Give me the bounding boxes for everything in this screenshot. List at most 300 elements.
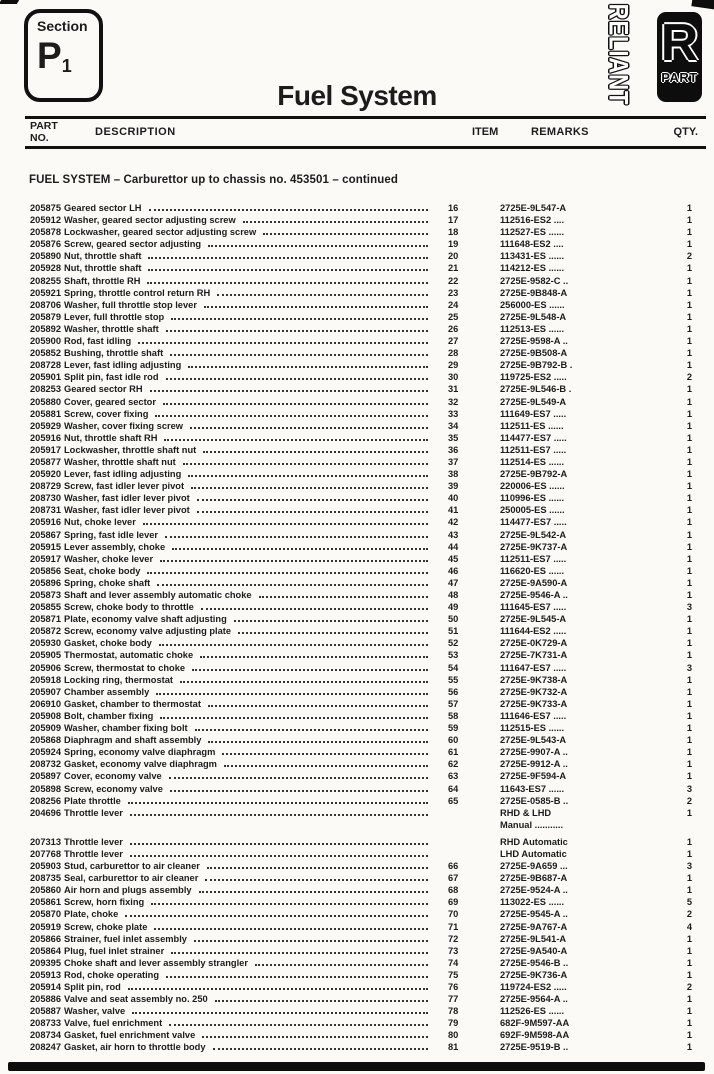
part-number: 205901 [30,372,62,383]
table-header [0,120,714,146]
dot-leader [156,693,428,695]
part-number: 205870 [30,909,62,920]
item-number: 71 [448,921,459,932]
remarks-text: 112513-ES ...... [500,323,565,334]
part-number: 205897 [30,771,62,782]
description-cell [64,897,438,907]
reliant-parts-badge [657,12,702,102]
column-header-qty: QTY. [673,126,698,138]
table-row [0,711,714,723]
part-number: 205896 [30,577,62,588]
part-number: 205908 [30,710,62,721]
table-row [0,445,714,457]
description-text: Screw, choke body to throttle [64,602,194,613]
dot-leader [243,221,428,223]
part-number: 207768 [30,848,62,859]
table-row [0,481,714,493]
qty-value: 1 [686,384,692,395]
part-number: 205886 [30,994,62,1005]
table-row [0,239,714,251]
part-number: 205892 [30,323,62,334]
page-title: Fuel System [277,80,437,111]
item-number: 48 [448,590,459,600]
description-text: Washer, throttle shaft nut [64,456,176,467]
remarks-text: 112511-ES7 ..... [500,553,567,564]
description-text: Valve and seat assembly no. 250 [64,994,208,1005]
item-number: 23 [448,287,459,298]
remarks-text: 2725E-9907-A .. [500,747,568,758]
table-row [0,934,714,946]
qty-value: 1 [686,1042,692,1053]
qty-value: 1 [686,933,692,944]
qty-value: 1 [686,203,692,213]
remarks-text: 2725E-9L545-A [500,614,567,625]
item-number: 26 [448,323,459,334]
qty-value: 3 [686,783,692,794]
qty-value: 1 [686,945,692,956]
remarks-text: 2725E-9L547-A [500,203,567,213]
description-text: Lever, full throttle stop [64,311,165,322]
table-row [0,970,714,982]
item-number: 66 [448,861,459,872]
description-text: Thermostat, automatic choke [64,650,194,661]
table-row [0,808,714,820]
dot-leader [128,988,428,990]
dot-leader [155,415,428,417]
table-row [0,263,714,275]
description-text: Spring, fast idle lever [64,529,159,540]
scan-artifact-top-left [0,0,19,4]
table-row [0,747,714,759]
description-cell [64,614,438,624]
item-number: 81 [448,1042,459,1053]
remarks-text: 112514-ES ...... [500,456,565,467]
remarks-text: 2725E-9L543-A [500,735,567,746]
table-row [0,288,714,300]
table-row [0,626,714,638]
part-number: 205876 [30,239,62,250]
dot-leader [128,802,428,804]
bottom-rule-bar [8,1062,705,1071]
description-text: Washer, chamber fixing bolt [64,723,188,734]
description-text: Rod, fast idling [64,336,132,347]
description-cell [64,554,438,564]
table-row [0,784,714,796]
description-cell [64,1030,438,1040]
description-text: Washer, cover fixing screw [64,420,184,431]
qty-value: 1 [686,626,692,637]
dot-leader [217,294,428,296]
remarks-text: 114477-ES7 ..... [500,517,567,528]
description-cell [64,958,438,968]
remarks-text: 2725E-9B792-A [500,469,568,480]
remarks-text: 119725-ES2 ..... [500,372,567,383]
description-cell [64,796,438,806]
description-text: Shaft, throttle RH [64,275,141,286]
dot-leader [163,403,428,405]
item-number: 37 [448,456,459,467]
dot-leader [183,463,428,465]
qty-value: 1 [686,360,692,371]
item-number: 64 [448,783,459,794]
dot-leader [165,536,428,538]
dot-leader [172,548,428,550]
qty-value: 1 [686,263,692,274]
qty-value: 1 [686,698,692,709]
description-cell [64,530,438,540]
table-row [0,1006,714,1018]
dot-leader [149,209,428,211]
item-number: 31 [448,384,459,395]
table-row [0,922,714,934]
item-number: 56 [448,686,459,697]
item-number: 46 [448,565,459,576]
dot-leader [259,596,428,598]
remarks-text: 2725E-9B687-A [500,873,568,884]
description-text: Screw, economy valve [64,783,163,794]
description-cell [64,934,438,944]
table-row [0,638,714,650]
remarks-text: 2725E-9A540-A [500,945,568,956]
description-cell [64,409,438,419]
description-text: Air horn and plugs assembly [64,885,192,896]
qty-value: 1 [686,747,692,758]
table-row [0,276,714,288]
description-text: Seal, carburettor to air cleaner [64,873,199,884]
table-row [0,300,714,312]
dot-leader [148,257,428,259]
remarks-text: 2725E-9L549-A [500,396,567,407]
description-cell [64,946,438,956]
qty-value: 5 [686,897,692,908]
qty-value: 1 [686,505,692,516]
qty-value: 1 [686,735,692,746]
part-number: 205872 [30,626,62,637]
remarks-text: 111648-ES2 .... [500,239,564,250]
remarks-text: 2725E-9L548-A [500,311,567,322]
table-row [0,614,714,626]
description-text: Washer, geared sector adjusting screw [64,215,236,226]
part-number: 205855 [30,602,62,613]
item-number: 21 [448,263,459,274]
qty-value: 1 [686,638,692,649]
remarks-text: 2725E-0585-B .. [500,795,569,806]
qty-value: 1 [686,710,692,721]
dot-leader [147,282,428,284]
dot-leader [208,245,428,247]
table-row [0,735,714,747]
description-cell [64,288,438,298]
dot-leader [197,499,428,501]
table-row [0,650,714,662]
table-row [0,1030,714,1042]
item-number: 30 [448,372,459,383]
item-number: 54 [448,662,459,673]
part-number: 208253 [30,384,62,395]
part-number: 205860 [30,885,62,896]
table-row [0,687,714,699]
table-row [0,837,714,849]
part-number: 205878 [30,227,62,238]
remarks-text: 2725E-9546-B .. [500,957,569,968]
column-header-item: ITEM [472,126,499,138]
header-rule-bottom [25,146,706,149]
description-text: Washer, choke lever [64,553,154,564]
qty-value: 1 [686,885,692,896]
dot-leader [169,1024,428,1026]
qty-value: 1 [686,836,692,847]
part-number: 205887 [30,1006,62,1017]
table-row [0,336,714,348]
remarks-text: 2725E-9B792-B . [500,360,573,371]
part-number: 208733 [30,1018,62,1029]
description-cell [64,542,438,552]
table-row [0,409,714,421]
part-number: 205916 [30,432,62,443]
part-number: 205890 [30,251,62,262]
part-number: 205912 [30,215,62,226]
item-number: 39 [448,481,459,492]
description-cell [64,336,438,346]
description-cell [64,505,438,515]
description-text: Plate, economy valve shaft adjusting [64,614,227,625]
table-row [0,542,714,554]
remarks-text: 2725E-9A659 ... [500,861,568,872]
dot-leader [188,366,428,368]
remarks-text: 111646-ES7 ..... [500,710,567,721]
description-text: Geared sector RH [64,384,143,395]
qty-value: 1 [686,650,692,661]
reliant-logo [590,2,646,106]
part-number: 208732 [30,759,62,770]
section-badge [24,9,103,102]
qty-value: 3 [686,861,692,872]
remarks-text: 2725E-9K732-A [500,686,568,697]
table-row [0,457,714,469]
table-row [0,203,714,215]
description-cell [64,276,438,286]
section-label: Section [37,18,88,34]
table-row [0,397,714,409]
part-number: 208729 [30,481,62,492]
remarks-text: Manual ........... [500,819,564,830]
description-text: Washer, fast idler lever pivot [64,505,190,516]
item-number: 42 [448,517,459,528]
part-number: 205928 [30,263,62,274]
part-number: 205907 [30,686,62,697]
qty-value: 1 [686,275,692,286]
description-text: Gasket, choke body [64,638,152,649]
description-text: Strainer, fuel inlet assembly [64,933,187,944]
description-text: Washer, valve [64,1006,126,1017]
remarks-text: 112516-ES2 .... [500,215,565,226]
qty-value: 1 [686,614,692,625]
description-cell [64,699,438,709]
qty-value: 1 [686,348,692,359]
remarks-text: 2725E-9K738-A [500,674,568,685]
table-row [0,469,714,481]
part-number: 205856 [30,565,62,576]
dot-leader [154,928,428,930]
part-number: 205914 [30,982,62,992]
remarks-text: 11643-ES7 ...... [500,783,565,794]
remarks-text: 114212-ES ...... [500,263,565,274]
item-number: 50 [448,614,459,625]
description-cell [64,251,438,261]
remarks-text: 692F-9M598-AA [500,1030,570,1041]
part-number: 208734 [30,1030,62,1041]
description-cell [64,493,438,503]
qty-value: 1 [686,1018,692,1029]
remarks-text: 2725E-9912-A .. [500,759,568,770]
description-cell [64,397,438,407]
description-cell [64,711,438,721]
qty-value: 1 [686,541,692,552]
description-text: Cover, geared sector [64,396,156,407]
dot-leader [147,572,428,574]
item-number: 25 [448,311,459,322]
description-cell [64,747,438,757]
qty-value: 1 [686,723,692,734]
description-text: Choke shaft and lever assembly strangler [64,957,248,968]
table-row [0,517,714,529]
qty-value: 1 [686,759,692,770]
remarks-text: 2725E-9B508-A [500,348,568,359]
table-row [0,590,714,602]
dot-leader [222,753,428,755]
dot-leader [159,644,428,646]
table-row [0,994,714,1006]
qty-value: 1 [686,577,692,588]
part-number: 205924 [30,747,62,758]
part-header-line2: NO. [30,132,49,144]
dot-leader [201,608,428,610]
qty-value: 1 [686,969,692,980]
remarks-text: 2725E-9545-A .. [500,909,568,920]
column-header-description: DESCRIPTION [95,126,176,138]
qty-value: 2 [686,251,692,262]
part-number: 205917 [30,444,62,455]
qty-value: 1 [686,420,692,431]
qty-value: 1 [686,481,692,492]
remarks-text: 112515-ES ...... [500,723,565,734]
remarks-text: 114477-ES7 ..... [500,432,567,443]
description-text: Gasket, air horn to throttle body [64,1042,206,1053]
qty-value: 1 [686,807,692,818]
description-cell [64,348,438,358]
part-number: 208256 [30,795,62,806]
description-text: Spring, economy valve diaphragm [64,747,216,758]
part-number: 205906 [30,662,62,673]
description-text: Screw, geared sector adjusting [64,239,202,250]
dot-leader [160,560,428,562]
description-text: Throttle lever [64,848,123,859]
part-number: 208255 [30,275,62,286]
part-number: 205930 [30,638,62,649]
dot-leader [197,511,428,513]
description-cell [64,663,438,673]
item-number: 43 [448,529,459,540]
description-text: Locking ring, thermostat [64,674,173,685]
qty-value: 1 [686,553,692,564]
table-row [0,360,714,372]
description-text: Split pin, rod [64,982,121,992]
item-number: 75 [448,969,459,980]
part-number: 205871 [30,614,62,625]
table-row [0,578,714,590]
table-row [0,946,714,958]
description-cell [64,861,438,871]
description-text: Screw, horn fixing [64,897,145,908]
part-number: 207313 [30,836,62,847]
dot-leader [125,915,428,917]
description-cell [64,215,438,225]
remarks-text: 2725E-9598-A .. [500,336,568,347]
remarks-text: 2725E-9L542-A [500,529,567,540]
remarks-text: 2725E-7K731-A [500,650,568,661]
dot-leader [208,741,428,743]
part-number: 205881 [30,408,62,419]
dot-leader [130,814,428,816]
description-cell [64,873,438,883]
item-number: 51 [448,626,459,637]
description-text: Bushing, throttle shaft [64,348,164,359]
item-number: 80 [448,1030,459,1041]
qty-value: 1 [686,517,692,528]
item-number: 20 [448,251,459,262]
qty-value: 1 [686,529,692,540]
part-number: 206910 [30,698,62,709]
dot-leader [166,378,428,380]
dot-leader [150,390,428,392]
description-cell [64,1018,438,1028]
description-cell [64,372,438,382]
remarks-text: 116620-ES ...... [500,565,565,576]
section-code [37,36,99,86]
dot-leader [171,318,428,320]
dot-leader [195,729,428,731]
table-row [0,554,714,566]
qty-value: 1 [686,469,692,480]
dot-leader [238,632,428,634]
item-number: 33 [448,408,459,419]
description-cell [64,735,438,745]
description-cell [64,1042,438,1052]
dot-leader [171,952,428,954]
dot-leader [199,891,428,893]
table-row [0,372,714,384]
description-text: Stud, carburettor to air cleaner [64,861,200,872]
dot-leader [190,427,428,429]
item-number: 65 [448,795,459,806]
section-code-subscript: 1 [61,56,72,76]
qty-value: 1 [686,311,692,322]
part-number: 208730 [30,493,62,504]
description-text: Lever assembly, choke [64,541,166,552]
item-number: 19 [448,239,459,250]
part-number: 204696 [30,807,62,818]
qty-value: 1 [686,336,692,347]
part-number: 208706 [30,299,62,310]
description-text: Screw, cover fixing [64,408,149,419]
description-cell [64,203,438,213]
description-cell [64,384,438,394]
description-text: Gasket, fuel enrichment valve [64,1030,196,1041]
description-cell [64,433,438,443]
dot-leader [204,306,428,308]
qty-value: 1 [686,957,692,968]
dot-leader [188,475,428,477]
